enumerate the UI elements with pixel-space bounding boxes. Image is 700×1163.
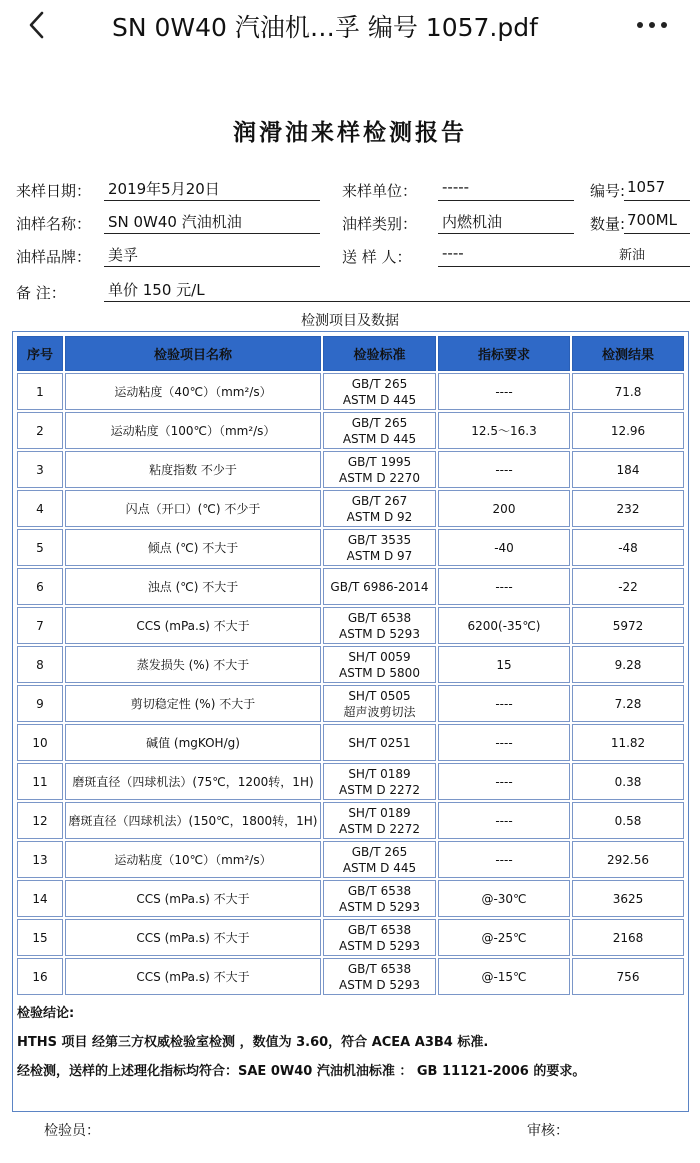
standard-line-2: ASTM D 2272 [339, 821, 420, 836]
cell-item: 碱值 (mgKOH/g) [65, 724, 321, 761]
cell-standard [323, 880, 436, 917]
table-header-row [17, 336, 684, 371]
sender-label: 送 样 人： [342, 248, 412, 266]
standard-line-1: SH/T 0189 [348, 766, 411, 781]
cell-requirement: ---- [438, 568, 570, 605]
cell-no: 16 [17, 958, 63, 995]
reviewer-label: 审核： [527, 1123, 569, 1139]
cell-item: 磨斑直径（四球机法）(150℃，1800转，1H) [65, 802, 321, 839]
cell-result: 7.28 [572, 685, 684, 722]
cell-item: 运动粘度（10℃）（mm²/s） [65, 841, 321, 878]
cell-item: CCS (mPa.s) 不大于 [65, 919, 321, 956]
cell-requirement: 15 [438, 646, 570, 683]
cell-standard [323, 802, 436, 839]
standard-line-2: ASTM D 5293 [339, 899, 420, 914]
standard-line-2: ASTM D 92 [346, 509, 413, 524]
cell-standard [323, 763, 436, 800]
standard-line-1: SH/T 0059 [348, 649, 411, 664]
standard-line-2: ASTM D 5293 [339, 977, 420, 992]
oil-type-label: 油样类别： [342, 215, 418, 233]
header-item: 检验项目名称 [65, 336, 321, 371]
table-row [17, 373, 684, 410]
brand-label: 油样品牌： [16, 248, 92, 266]
cell-result: 9.28 [572, 646, 684, 683]
standard-line-1: GB/T 6986-2014 [330, 579, 429, 594]
cell-requirement: @-15℃ [438, 958, 570, 995]
cell-no: 2 [17, 412, 63, 449]
standard-line-1: GB/T 3535 [347, 532, 412, 547]
table-row [17, 490, 684, 527]
cell-requirement: 200 [438, 490, 570, 527]
cell-standard [323, 958, 436, 995]
standard-line-2: ASTM D 445 [342, 431, 417, 446]
brand-value: 美孚 [104, 244, 320, 267]
remark-value: 单价 150 元/L [104, 279, 690, 302]
standard-line-2: ASTM D 5293 [339, 626, 420, 641]
cell-item: 闪点（开口）(℃) 不少于 [65, 490, 321, 527]
oil-type-value: 内燃机油 [438, 211, 574, 234]
cell-requirement: @-30℃ [438, 880, 570, 917]
cell-standard [323, 646, 436, 683]
cell-no: 13 [17, 841, 63, 878]
sample-date-value: 2019年5月20日 [104, 178, 320, 201]
cell-result: 0.38 [572, 763, 684, 800]
cell-no: 12 [17, 802, 63, 839]
cell-item: 磨斑直径（四球机法）(75℃，1200转，1H) [65, 763, 321, 800]
cell-standard [323, 529, 436, 566]
cell-item: 浊点 (℃) 不大于 [65, 568, 321, 605]
remark-label: 备 注： [16, 284, 66, 302]
standard-line-1: GB/T 6538 [347, 922, 412, 937]
cell-result: -22 [572, 568, 684, 605]
cell-standard [323, 685, 436, 722]
cell-no: 5 [17, 529, 63, 566]
standard-line-1: GB/T 6538 [347, 961, 412, 976]
cell-no: 1 [17, 373, 63, 410]
cell-result: 292.56 [572, 841, 684, 878]
conclusion-title: 检验结论: [17, 1006, 75, 1021]
cell-item: 运动粘度（100℃）（mm²/s） [65, 412, 321, 449]
cell-item: CCS (mPa.s) 不大于 [65, 607, 321, 644]
table-row [17, 685, 684, 722]
cell-no: 10 [17, 724, 63, 761]
table-row [17, 646, 684, 683]
sender-value: ---- [438, 244, 574, 267]
cell-requirement: 12.5～16.3 [438, 412, 570, 449]
table-row [17, 841, 684, 878]
cell-standard [323, 841, 436, 878]
cell-item: 倾点 (℃) 不大于 [65, 529, 321, 566]
cell-requirement: ---- [438, 685, 570, 722]
results-table-container [12, 331, 689, 1112]
cell-requirement: ---- [438, 763, 570, 800]
oil-name-label: 油样名称： [16, 215, 92, 233]
standard-line-2: ASTM D 5293 [339, 938, 420, 953]
cell-requirement: ---- [438, 802, 570, 839]
cell-no: 7 [17, 607, 63, 644]
cell-result: 2168 [572, 919, 684, 956]
number-label: 编号: [590, 182, 626, 200]
table-row [17, 958, 684, 995]
cell-result: 232 [572, 490, 684, 527]
sample-unit-label: 来样单位： [342, 182, 418, 200]
standard-line-1: GB/T 6538 [347, 883, 412, 898]
cell-item: CCS (mPa.s) 不大于 [65, 958, 321, 995]
quantity-label: 数量: [590, 215, 626, 233]
header-no: 序号 [17, 336, 63, 371]
standard-line-2: 超声波剪切法 [343, 704, 416, 719]
cell-no: 4 [17, 490, 63, 527]
table-row [17, 412, 684, 449]
cell-standard [323, 919, 436, 956]
standard-line-2: ASTM D 445 [342, 392, 417, 407]
standard-line-1: SH/T 0251 [348, 735, 411, 750]
standard-line-2: ASTM D 445 [342, 860, 417, 875]
oil-name-value: SN 0W40 汽油机油 [104, 211, 320, 234]
table-row [17, 568, 684, 605]
table-row [17, 607, 684, 644]
header-standard: 检验标准 [323, 336, 436, 371]
cell-result: 756 [572, 958, 684, 995]
report-title: 润滑油来样检测报告 [233, 119, 467, 146]
cell-no: 14 [17, 880, 63, 917]
header-requirement: 指标要求 [438, 336, 570, 371]
section-title: 检测项目及数据 [301, 313, 399, 329]
cell-item: CCS (mPa.s) 不大于 [65, 880, 321, 917]
table-row [17, 529, 684, 566]
table-row [17, 919, 684, 956]
table-row [17, 763, 684, 800]
cell-requirement: -40 [438, 529, 570, 566]
table-row [17, 880, 684, 917]
cell-item: 运动粘度（40℃）（mm²/s） [65, 373, 321, 410]
sample-unit-value: ----- [438, 178, 574, 201]
standard-line-1: SH/T 0505 [348, 688, 411, 703]
standard-line-1: GB/T 1995 [347, 454, 412, 469]
standard-line-2: ASTM D 5800 [339, 665, 420, 680]
conclusion-line-2: 经检测，送样的上述理化指标均符合：SAE 0W40 汽油机油标准 ： GB 11121-2006 的要求。 [17, 1064, 586, 1079]
standard-line-1: GB/T 6538 [347, 610, 412, 625]
cell-no: 9 [17, 685, 63, 722]
cell-requirement: ---- [438, 841, 570, 878]
cell-result: 0.58 [572, 802, 684, 839]
quantity-value: 700ML [624, 211, 690, 234]
standard-line-2: ASTM D 2272 [339, 782, 420, 797]
cell-result: 12.96 [572, 412, 684, 449]
standard-line-2: ASTM D 97 [346, 548, 413, 563]
table-row [17, 802, 684, 839]
cell-result: 11.82 [572, 724, 684, 761]
sample-date-label: 来样日期： [16, 182, 92, 200]
standard-line-1: GB/T 267 [351, 493, 408, 508]
more-options-button[interactable] [634, 10, 674, 40]
standard-line-1: GB/T 265 [351, 844, 408, 859]
cell-result: 3625 [572, 880, 684, 917]
conclusion-line-1: HTHS 项目 经第三方权威检验室检测 ，数值为 3.60，符合 ACEA A3B4 标准. [17, 1035, 489, 1050]
table-row [17, 724, 684, 761]
cell-requirement: ---- [438, 373, 570, 410]
more-horizontal-icon [634, 10, 674, 40]
standard-line-1: GB/T 265 [351, 376, 408, 391]
cell-no: 15 [17, 919, 63, 956]
cell-result: 71.8 [572, 373, 684, 410]
number-value: 1057 [624, 178, 690, 201]
inspector-label: 检验员： [44, 1123, 100, 1139]
chevron-left-icon [22, 10, 54, 40]
cell-no: 8 [17, 646, 63, 683]
standard-line-1: GB/T 265 [351, 415, 408, 430]
cell-requirement: ---- [438, 724, 570, 761]
standard-line-1: SH/T 0189 [348, 805, 411, 820]
cell-requirement: @-25℃ [438, 919, 570, 956]
cell-requirement: 6200(-35℃) [438, 607, 570, 644]
cell-standard [323, 412, 436, 449]
standard-line-2: ASTM D 2270 [339, 470, 420, 485]
conclusion-block [17, 1002, 677, 1089]
cell-no: 6 [17, 568, 63, 605]
cell-result: 5972 [572, 607, 684, 644]
cell-no: 3 [17, 451, 63, 488]
cell-standard [323, 568, 436, 605]
cell-requirement: ---- [438, 451, 570, 488]
cell-standard [323, 490, 436, 527]
top-bar [0, 0, 700, 50]
results-table [15, 334, 686, 997]
cell-item: 蒸发损失 (%) 不大于 [65, 646, 321, 683]
cell-item: 剪切稳定性 (%) 不大于 [65, 685, 321, 722]
cell-result: 184 [572, 451, 684, 488]
cell-no: 11 [17, 763, 63, 800]
back-button[interactable] [22, 10, 54, 40]
table-row [17, 451, 684, 488]
cell-standard [323, 451, 436, 488]
cell-result: -48 [572, 529, 684, 566]
document-title: SN 0W40 汽油机…孚 编号 1057.pdf [112, 13, 538, 42]
cell-standard [323, 724, 436, 761]
header-result: 检测结果 [572, 336, 684, 371]
condition-value: 新油 [574, 244, 690, 267]
cell-standard [323, 607, 436, 644]
cell-standard [323, 373, 436, 410]
cell-item: 粘度指数 不少于 [65, 451, 321, 488]
